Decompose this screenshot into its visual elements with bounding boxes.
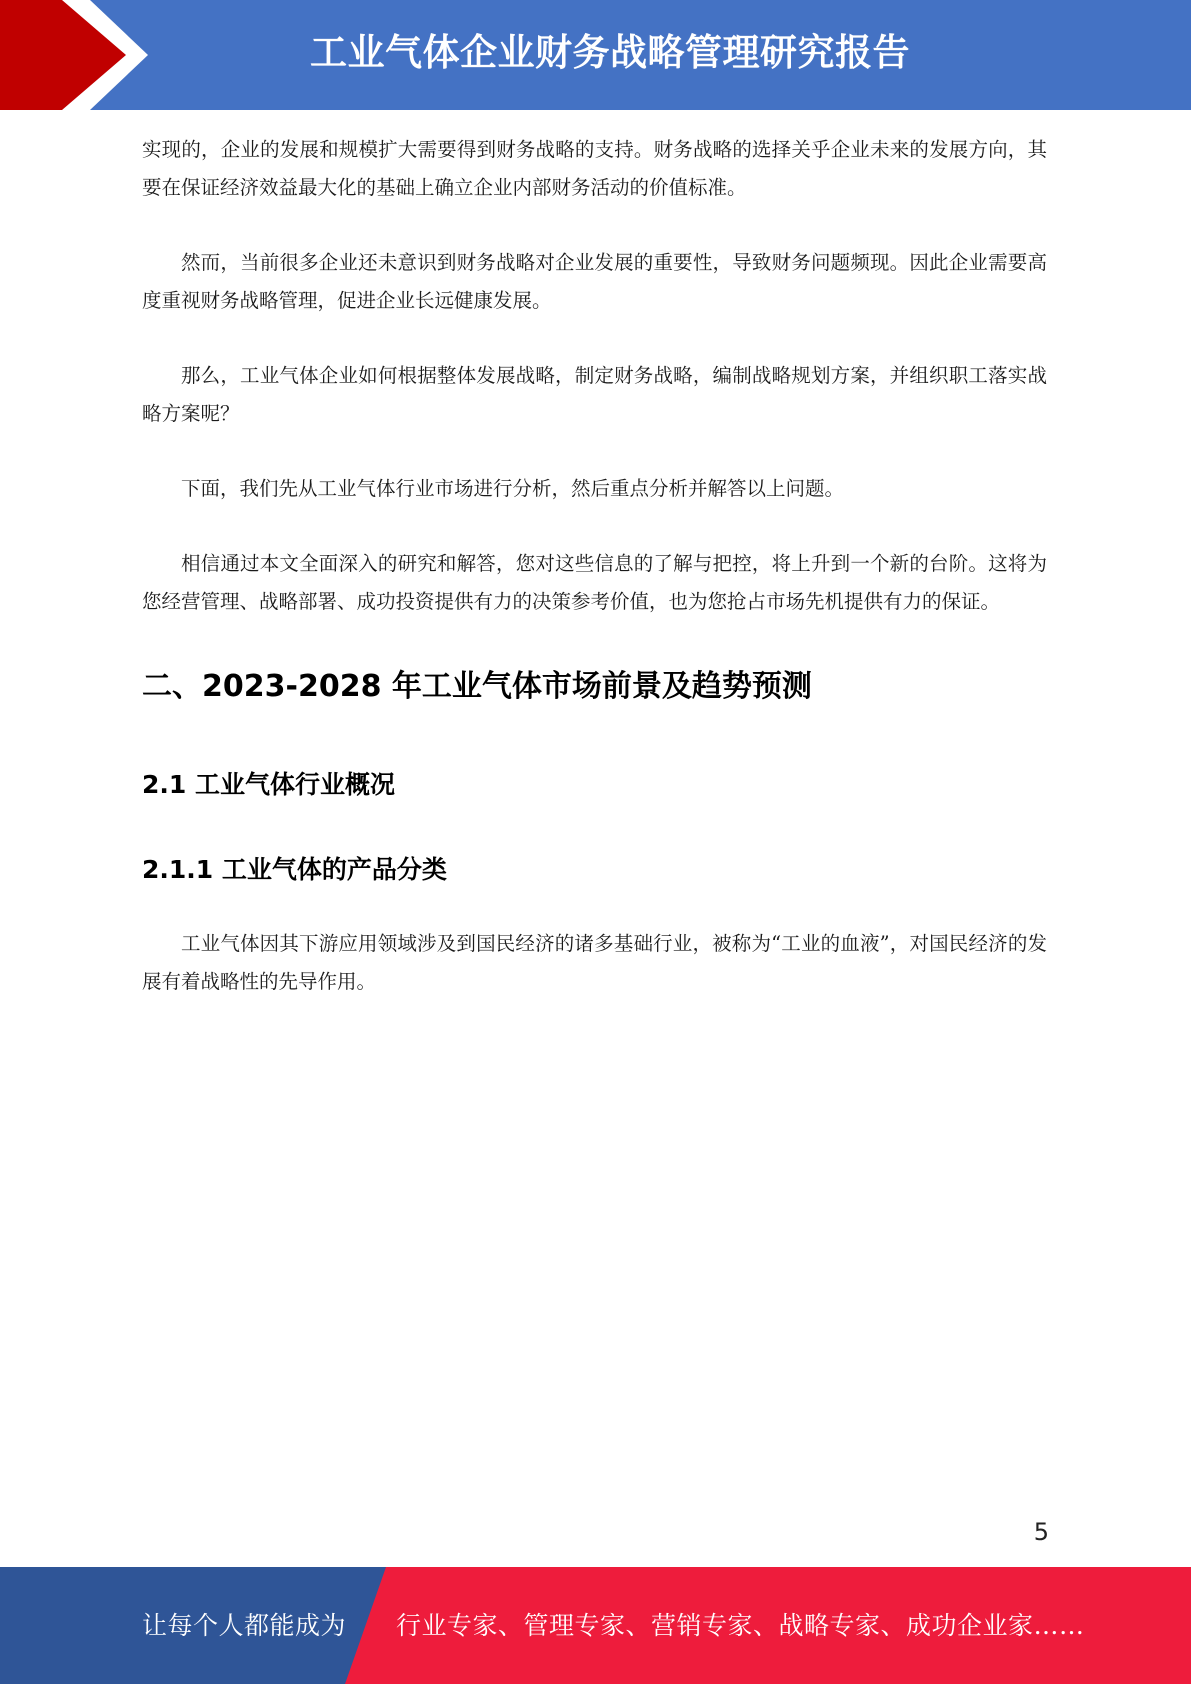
body-paragraph: 那么，工业气体企业如何根据整体发展战略，制定财务战略，编制战略规划方案，并组织职工落实战略方案呢？ (142, 364, 1047, 425)
section-heading: 二、2023-2028 年工业气体市场前景及趋势预测 (142, 669, 812, 704)
page-number: 5 (1033, 1518, 1049, 1546)
page-content (142, 131, 1047, 1001)
footer-slogan-left: 让每个人都能成为 (142, 1611, 347, 1640)
body-paragraph: 工业气体因其下游应用领域涉及到国民经济的诸多基础行业，被称为“工业的血液”，对国民经济的发展有着战略性的先导作用。 (142, 932, 1047, 993)
body-paragraph: 实现的，企业的发展和规模扩大需要得到财务战略的支持。财务战略的选择关乎企业未来的发展方向，其要在保证经济效益最大化的基础上确立企业内部财务活动的价值标准。 (142, 138, 1047, 199)
page-header (0, 0, 1191, 110)
footer-slogan-right: 行业专家、管理专家、营销专家、战略专家、成功企业家…… (396, 1611, 1085, 1640)
body-paragraph: 然而，当前很多企业还未意识到财务战略对企业发展的重要性，导致财务问题频现。因此企业需要高度重视财务战略管理，促进企业长远健康发展。 (142, 251, 1047, 312)
subsubsection-heading: 2.1.1 工业气体的产品分类 (142, 855, 447, 884)
page-footer (0, 1567, 1191, 1684)
body-paragraph: 相信通过本文全面深入的研究和解答，您对这些信息的了解与把控，将上升到一个新的台阶。这将为您经营管理、战略部署、成功投资提供有力的决策参考价值，也为您抢占市场先机提供有力的保证。 (142, 552, 1047, 613)
body-paragraph: 下面，我们先从工业气体行业市场进行分析，然后重点分析并解答以上问题。 (181, 477, 845, 500)
document-title: 工业气体企业财务战略管理研究报告 (310, 31, 910, 74)
subsection-heading: 2.1 工业气体行业概况 (142, 770, 395, 799)
